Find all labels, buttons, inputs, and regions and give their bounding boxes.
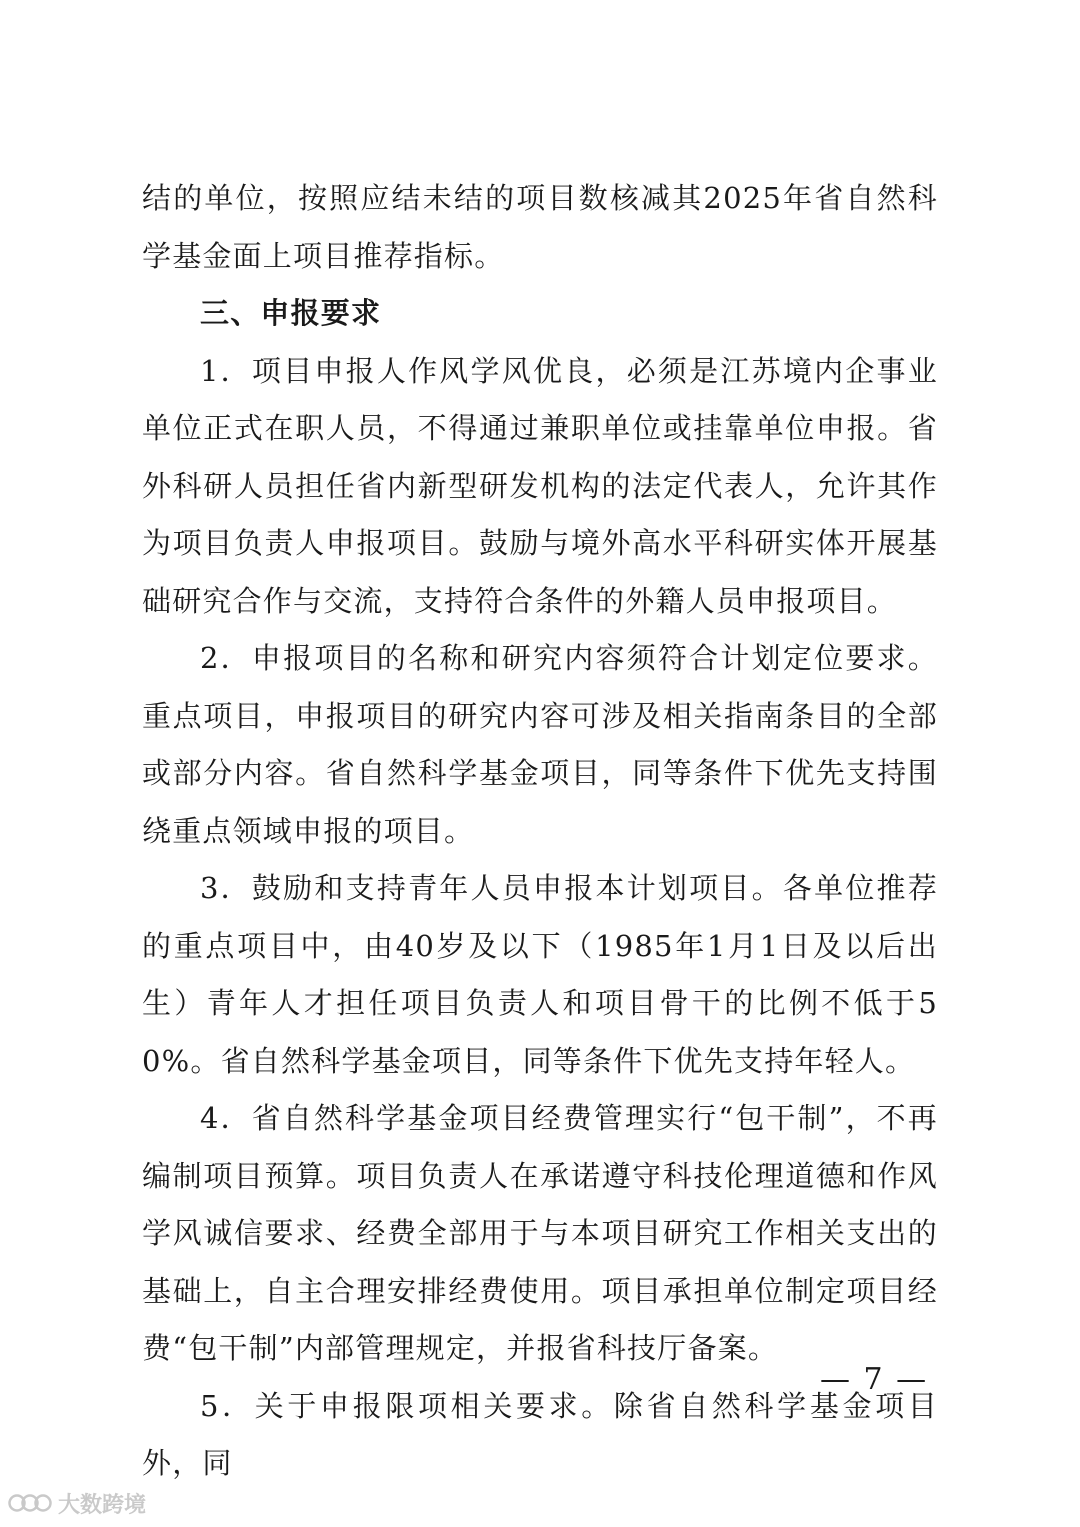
watermark [8,1488,146,1518]
document-body [142,170,938,1493]
paragraph-item-2: 2．申报项目的名称和研究内容须符合计划定位要求。重点项目，申报项目的研究内容可涉及相关指南条目的全部或部分内容。省自然科学基金项目，同等条件下优先支持围绕重点领域申报的项目。 [142,641,938,848]
page-number: — 7 — [820,1362,929,1397]
watermark-logo-icon [8,1490,52,1516]
section-heading: 三、申报要求 [200,296,382,330]
paragraph-item-3: 3．鼓励和支持青年人员申报本计划项目。各单位推荐的重点项目中，由40岁及以下（1985年1月1日及以后出生）青年人才担任项目负责人和项目骨干的比例不低于50%。省自然科学基金项目，同等条件下优先支持年轻人。 [142,871,938,1078]
watermark-text: 大数跨境 [58,1492,147,1518]
paragraph-item-1: 1．项目申报人作风学风优良，必须是江苏境内企事业单位正式在职人员，不得通过兼职单位或挂靠单位申报。省外科研人员担任省内新型研发机构的法定代表人，允许其作为项目负责人申报项目。鼓励与境外高水平科研实体开展基础研究合作与交流，支持符合条件的外籍人员申报项目。 [142,353,938,618]
paragraph-item-5: 5．关于申报限项相关要求。除省自然科学基金项目外，同 [142,1388,938,1480]
paragraph-item-4: 4．省自然科学基金项目经费管理实行“包干制”，不再编制项目预算。项目负责人在承诺遵守科技伦理道德和作风学风诚信要求、经费全部用于与本项目研究工作相关支出的基础上，自主合理安排经费使用。项目承担单位制定项目经费“包干制”内部管理规定，并报省科技厅备案。 [142,1101,938,1365]
paragraph-continuation: 结的单位，按照应结未结的项目数核减其2025年省自然科学基金面上项目推荐指标。 [142,181,938,273]
